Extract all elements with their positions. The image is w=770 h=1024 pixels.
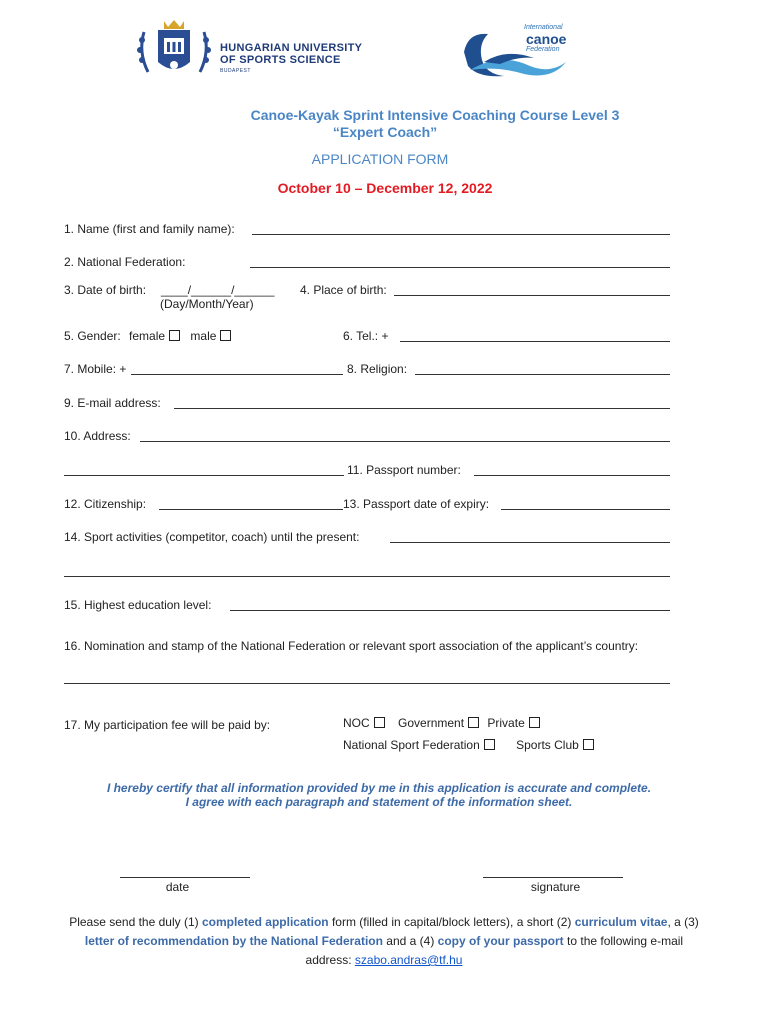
email-link[interactable]: szabo.andras@tf.hu xyxy=(354,953,463,967)
course-subtitle: “Expert Coach” xyxy=(332,124,438,140)
government-checkbox[interactable] xyxy=(468,717,479,728)
date-label: date xyxy=(165,880,190,894)
footer-completed-application: completed application xyxy=(201,915,329,929)
place-of-birth-field[interactable] xyxy=(394,295,670,296)
passport-number-label: 11. Passport number: xyxy=(347,463,461,477)
footer-text-1: Please send the duly (1) xyxy=(69,915,202,929)
citizenship-label: 12. Citizenship: xyxy=(64,497,147,511)
sport-activities-field-line2[interactable] xyxy=(64,576,670,577)
course-title: Canoe-Kayak Sprint Intensive Coaching Course Level 3 xyxy=(250,107,620,123)
noc-label: NOC xyxy=(343,716,370,730)
male-checkbox[interactable] xyxy=(220,330,231,341)
passport-expiry-label: 13. Passport date of expiry: xyxy=(343,497,490,511)
education-field[interactable] xyxy=(230,610,670,611)
name-label: 1. Name (first and family name): xyxy=(64,222,235,236)
nomination-label: 16. Nomination and stamp of the National Federation or relevant sport association of the applicant’s country: xyxy=(64,639,639,653)
university-logo xyxy=(134,18,384,82)
private-checkbox[interactable] xyxy=(529,717,540,728)
nomination-field[interactable] xyxy=(64,683,670,684)
footer-text-3: , a (3) xyxy=(667,915,699,929)
icf-line3: Federation xyxy=(526,46,560,53)
mobile-label: 7. Mobile: + xyxy=(64,362,127,376)
sport-activities-label: 14. Sport activities (competitor, coach) until the present: xyxy=(64,530,360,544)
passport-number-field[interactable] xyxy=(474,475,670,476)
address-field[interactable] xyxy=(140,441,670,442)
tel-field[interactable] xyxy=(400,341,670,342)
sports-club-checkbox[interactable] xyxy=(583,739,594,750)
fee-options-row2 xyxy=(343,738,594,752)
footer-text-5: to the following e-mail address: xyxy=(305,934,684,967)
private-label: Private xyxy=(487,716,525,730)
course-dates: October 10 – December 12, 2022 xyxy=(277,180,493,196)
icf-logo xyxy=(460,22,575,82)
footer-curriculum-vitae: curriculum vitae xyxy=(574,915,668,929)
citizenship-field[interactable] xyxy=(159,509,343,510)
date-of-birth-hint: (Day/Month/Year) xyxy=(160,297,254,311)
footer-text-2: form (filled in capital/block letters), a short (2) xyxy=(328,915,575,929)
footer-letter-of-recommendation: letter of recommendation by the National Federation xyxy=(84,934,383,948)
noc-checkbox[interactable] xyxy=(374,717,385,728)
sport-activities-field[interactable] xyxy=(390,542,670,543)
gender-label: 5. Gender: xyxy=(64,329,121,343)
address-label: 10. Address: xyxy=(64,429,131,443)
date-field[interactable] xyxy=(120,877,250,878)
university-name-line1: HUNGARIAN UNIVERSITY xyxy=(220,42,363,54)
female-label: female xyxy=(129,329,166,343)
signature-field[interactable] xyxy=(483,877,623,878)
sports-club-label: Sports Club xyxy=(516,738,579,752)
date-of-birth-field[interactable]: ____/______/______ xyxy=(161,283,275,297)
university-city: BUDAPEST xyxy=(220,68,251,74)
education-label: 15. Highest education level: xyxy=(64,598,212,612)
passport-expiry-field[interactable] xyxy=(501,509,670,510)
footer-copy-of-passport: copy of your passport xyxy=(437,934,564,948)
icf-line1: International xyxy=(524,24,563,31)
religion-field[interactable] xyxy=(415,374,670,375)
name-field[interactable] xyxy=(252,234,670,235)
fee-label: 17. My participation fee will be paid by: xyxy=(64,718,271,732)
national-sport-federation-label: National Sport Federation xyxy=(343,738,480,752)
university-crest-icon xyxy=(134,18,214,82)
religion-label: 8. Religion: xyxy=(347,362,408,376)
national-federation-label: 2. National Federation: xyxy=(64,255,186,269)
form-title: APPLICATION FORM xyxy=(311,151,449,167)
national-sport-federation-checkbox[interactable] xyxy=(484,739,495,750)
address-line2-field[interactable] xyxy=(64,475,344,476)
university-name-line2: OF SPORTS SCIENCE xyxy=(220,54,341,66)
footer-instructions xyxy=(64,913,704,970)
fee-options-row1 xyxy=(343,716,540,730)
place-of-birth-label: 4. Place of birth: xyxy=(300,283,387,297)
certify-line1: I hereby certify that all information provided by me in this application is accurate and complete. xyxy=(106,781,652,795)
email-field[interactable] xyxy=(174,408,670,409)
national-federation-field[interactable] xyxy=(250,267,670,268)
signature-label: signature xyxy=(530,880,581,894)
date-of-birth-label: 3. Date of birth: xyxy=(64,283,147,297)
icf-line2: canoe xyxy=(526,31,567,47)
government-label: Government xyxy=(398,716,465,730)
female-checkbox[interactable] xyxy=(169,330,180,341)
footer-text-4: and a (4) xyxy=(382,934,438,948)
email-label: 9. E-mail address: xyxy=(64,396,161,410)
tel-label: 6. Tel.: + xyxy=(343,329,389,343)
certify-line2: I agree with each paragraph and statement of the information sheet. xyxy=(185,795,573,809)
male-label: male xyxy=(190,329,217,343)
gender-row xyxy=(64,329,231,343)
mobile-field[interactable] xyxy=(131,374,343,375)
